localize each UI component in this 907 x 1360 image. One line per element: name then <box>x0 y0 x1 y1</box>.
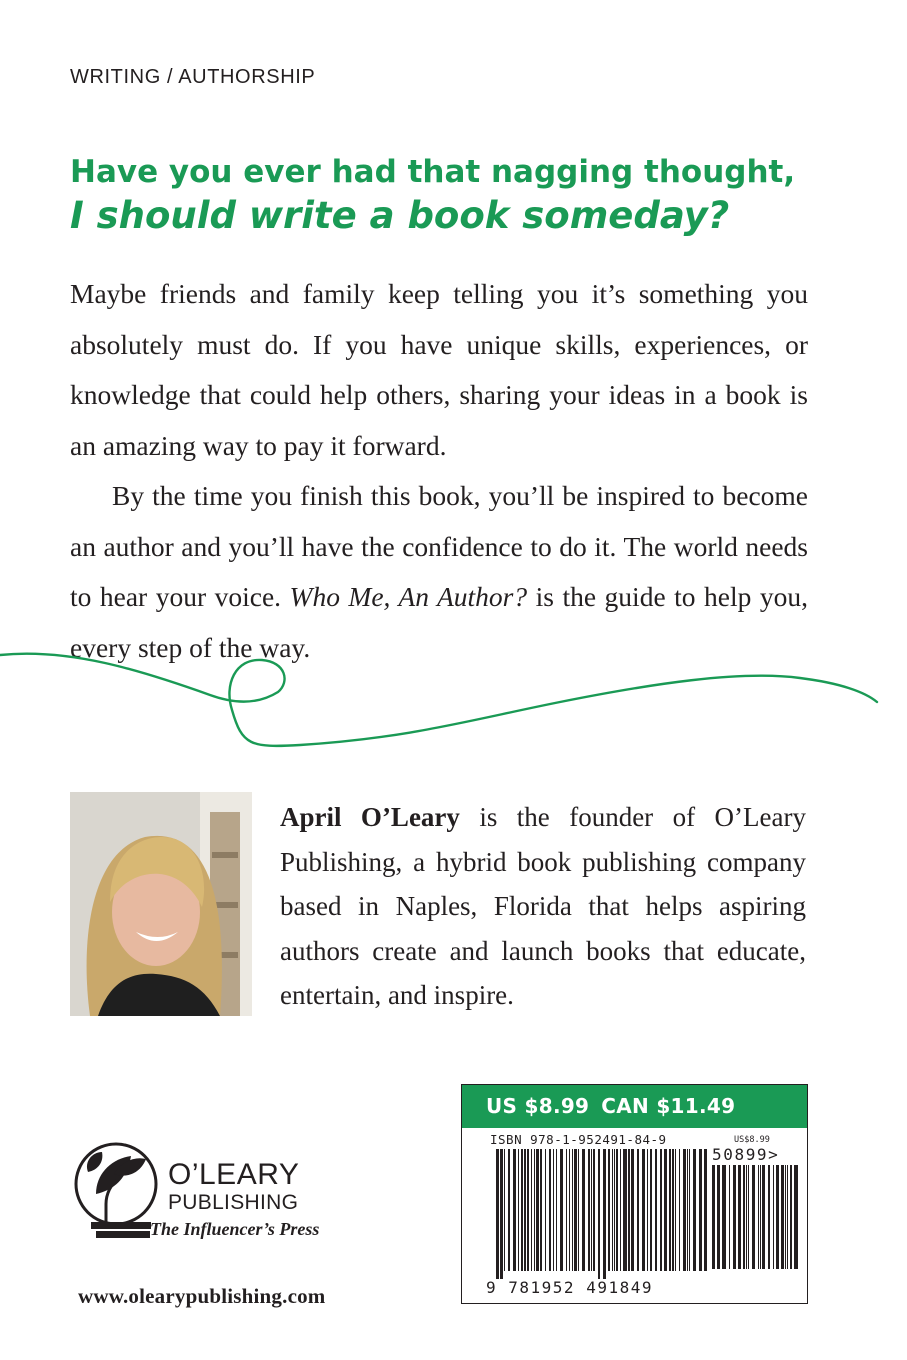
barcode-bar <box>527 1149 529 1271</box>
price-can: CAN $11.49 <box>601 1094 736 1118</box>
barcode-bar <box>566 1149 567 1271</box>
barcode-bar <box>504 1149 505 1271</box>
barcode-bar <box>513 1149 516 1271</box>
barcode-bar <box>762 1165 765 1269</box>
barcode-bar <box>500 1149 503 1279</box>
barcode-bar <box>560 1149 563 1271</box>
price-bar <box>462 1085 807 1128</box>
barcode-bar <box>773 1165 774 1269</box>
barcode-bar <box>536 1149 539 1271</box>
author-bio <box>280 795 806 1018</box>
decorative-swirl <box>0 640 907 770</box>
barcode-bar <box>540 1149 542 1271</box>
barcode-bar <box>794 1165 798 1269</box>
barcode-bar <box>631 1149 634 1271</box>
barcode-bar <box>591 1149 592 1271</box>
barcode-bar <box>693 1149 696 1271</box>
barcode-bar <box>549 1149 551 1271</box>
barcode-bar <box>679 1149 680 1271</box>
barcode-bar <box>616 1149 618 1271</box>
barcode-bar <box>733 1165 736 1269</box>
barcode-bar <box>746 1165 747 1269</box>
book-title: Who Me, An Author? <box>289 581 528 612</box>
barcode-bar <box>683 1149 686 1271</box>
barcode-bar <box>608 1149 610 1271</box>
barcode-bar <box>553 1149 554 1271</box>
barcode-bar <box>531 1149 532 1271</box>
barcode-bar <box>660 1149 662 1271</box>
barcode-bar <box>650 1149 652 1271</box>
hook-headline <box>70 152 850 240</box>
blurb <box>70 269 808 673</box>
barcode-bar <box>655 1149 657 1271</box>
barcode-bar <box>578 1149 579 1271</box>
barcode-bar <box>689 1149 690 1271</box>
barcode-bar <box>717 1165 720 1269</box>
barcode-bar <box>572 1149 573 1271</box>
barcode-bar <box>669 1149 671 1271</box>
barcode-bar <box>642 1149 645 1271</box>
barcode-bar <box>738 1165 741 1269</box>
barcode-bar <box>612 1149 613 1271</box>
blurb-paragraph-2-end: is the guide to help you, every step of the way. <box>70 581 808 663</box>
barcode-bar <box>496 1149 499 1279</box>
blurb-paragraph-1: Maybe friends and family keep telling you it’s something you absolutely must do. If you have unique skills, experiences, or knowledge that could help others, sharing your ideas in a book is an amazing way to pay it forward. <box>70 278 808 461</box>
barcode-bar <box>593 1149 595 1271</box>
barcode-bar <box>647 1149 648 1271</box>
barcode-bar <box>603 1149 606 1279</box>
author-name: April O’Leary <box>280 802 460 832</box>
barcode-bar <box>556 1149 557 1271</box>
barcode-bar <box>748 1165 749 1269</box>
author-photo <box>70 792 252 1016</box>
barcode-bar <box>752 1165 755 1269</box>
barcode-bar <box>699 1149 702 1271</box>
barcode-bar <box>623 1149 627 1271</box>
barcode-bar <box>588 1149 590 1271</box>
barcode-bar <box>545 1149 546 1271</box>
barcode-bar <box>790 1165 792 1269</box>
barcode-bar <box>768 1165 770 1269</box>
barcode-bar <box>620 1149 621 1271</box>
barcode-bar <box>508 1149 510 1271</box>
barcode-bar <box>729 1165 730 1269</box>
barcode-bar <box>675 1149 676 1271</box>
hook-line-2: I should write a book someday? <box>70 194 730 237</box>
barcode-bar <box>664 1149 667 1271</box>
addon-barcode <box>712 1165 800 1277</box>
barcode-bar <box>785 1165 786 1269</box>
barcode-bar <box>614 1149 615 1271</box>
barcode-bar <box>574 1149 577 1271</box>
barcode-bar <box>743 1165 745 1269</box>
barcode-box <box>461 1084 808 1304</box>
blurb-paragraph-2-text: By the time you finish this book, you’ll be inspired to become an author and you’ll have the confidence to do it. The world needs to hear your voice. <box>70 480 808 612</box>
barcode-bar <box>704 1149 707 1271</box>
hook-line-1: Have you ever had that nagging thought, <box>70 154 796 190</box>
barcode-bar <box>672 1149 674 1271</box>
barcode-bar <box>582 1149 585 1271</box>
barcode-bar <box>569 1149 570 1271</box>
barcode-bar <box>758 1165 759 1269</box>
logo-tagline: The Influencer’s Press <box>150 1219 320 1239</box>
barcode-bar <box>687 1149 688 1271</box>
barcode-bar <box>534 1149 535 1271</box>
barcode-bar <box>787 1165 788 1269</box>
addon-digits: 50899> <box>712 1145 780 1164</box>
barcode-bar <box>637 1149 639 1271</box>
barcode-bar <box>760 1165 761 1269</box>
barcode-bar <box>776 1165 779 1269</box>
barcode-bar <box>628 1149 630 1271</box>
logo-name-line-2: PUBLISHING <box>168 1191 299 1214</box>
ean-barcode <box>496 1149 708 1279</box>
ean-digits: 9 781952 491849 <box>486 1278 653 1297</box>
barcode-bar <box>524 1149 526 1271</box>
price-us: US $8.99 <box>486 1094 590 1118</box>
barcode-bar <box>521 1149 523 1271</box>
addon-price-label: US$8.99 <box>734 1135 770 1145</box>
barcode-bar <box>722 1165 726 1269</box>
barcode-bar <box>712 1165 715 1269</box>
barcode-bar <box>518 1149 519 1271</box>
isbn-label: ISBN 978-1-952491-84-9 <box>490 1132 667 1147</box>
publisher-logo <box>66 1134 326 1244</box>
category-label: WRITING / AUTHORSHIP <box>70 66 316 88</box>
barcode-bar <box>598 1149 600 1279</box>
logo-name-line-1: O’LEARY <box>168 1158 300 1191</box>
author-bio-text: is the founder of O’Leary Publishing, a hybrid book publishing company based in Naples, Florida that helps aspiring authors create and launch books that educate, entertain, and inspire. <box>280 802 806 1010</box>
publisher-website: www.olearypublishing.com <box>78 1284 326 1308</box>
barcode-bar <box>781 1165 784 1269</box>
